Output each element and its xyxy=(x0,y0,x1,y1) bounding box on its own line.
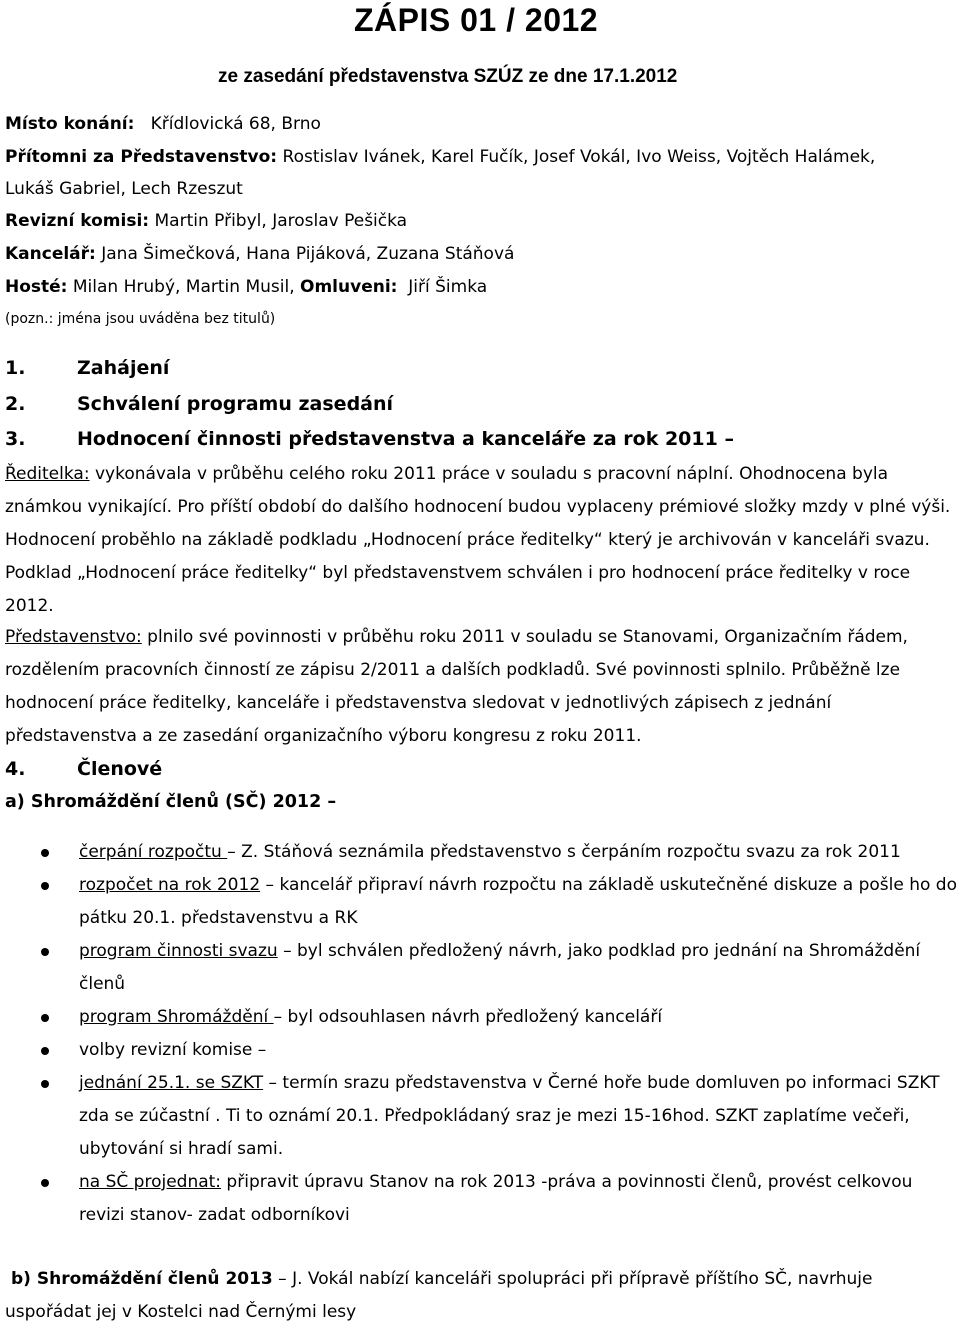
present-label: Přítomni za Představenstvo: xyxy=(5,147,278,167)
present-board xyxy=(5,147,875,167)
audit-label: Revizní komisi: xyxy=(5,211,150,231)
subsection-b-text: – J. Vokál nabízí kanceláři spolupráci při přípravě příštího SČ, navrhuje xyxy=(272,1269,873,1289)
excused-label: Omluveni: xyxy=(300,277,398,297)
document-title: ZÁPIS 01 / 2012 xyxy=(354,2,599,38)
office xyxy=(5,244,514,264)
office-value: Jana Šimečková, Hana Pijáková, Zuzana Stáňová xyxy=(101,244,515,264)
bullet-icon xyxy=(41,1179,49,1187)
office-label: Kancelář: xyxy=(5,244,96,264)
guests-value: Milan Hrubý, Martin Musil, xyxy=(72,277,295,297)
list-item: rozpočet na rok 2012 – kancelář připraví návrh rozpočtu na základě uskutečněné diskuze a pošle ho do pátku 20.1. představenstvu a RK xyxy=(0,869,959,935)
bullet-icon xyxy=(41,1014,49,1022)
bullet-icon xyxy=(41,1080,49,1088)
board-text: plnilo své povinnosti v průběhu roku 2011 v souladu se Stanovami, Organizačním řádem, rozdělením pracovních činností ze zápisu 2/2011 a dalších podkladů. Své povinnosti splnilo. Průběžně lze hodnocení práce ředitelky, kanceláře i představenstva sledovat v jednotlivých zápisech z jednání představenstva a ze zasedání organizačního výboru kongresu z roku 2011. xyxy=(5,627,908,746)
list-item: jednání 25.1. se SZKT – termín srazu představenstva v Černé hoře bude domluven po informaci SZKT zda se zúčastní . Ti to oznámí 20.1. Předpokládaný sraz je mezi 15-16hod. SZKT zaplatíme večeři, ubytování si hradí sami. xyxy=(0,1067,959,1166)
subsection-b xyxy=(11,1269,872,1289)
subsection-b-cont: uspořádat jej v Kostelci nad Černými lesy xyxy=(5,1302,357,1322)
members-bullet-list xyxy=(0,836,960,1232)
excused-value: Jiří Šimka xyxy=(408,277,488,297)
agenda-item-3: 3. Hodnocení činnosti představenstva a kanceláře za rok 2011 – xyxy=(5,428,734,450)
guests-label: Hosté: xyxy=(5,277,68,297)
guests xyxy=(5,277,487,297)
subsection-a-heading: a) Shromáždění členů (SČ) 2012 – xyxy=(5,792,337,812)
present-value: Rostislav Ivánek, Karel Fučík, Josef Vokál, Ivo Weiss, Vojtěch Halámek, xyxy=(282,147,876,167)
audit-value: Martin Přibyl, Jaroslav Pešička xyxy=(154,211,408,231)
place-label: Místo konání: xyxy=(5,114,135,134)
bullet-icon xyxy=(41,1047,49,1055)
present-board-cont: Lukáš Gabriel, Lech Rzeszut xyxy=(5,179,243,199)
audit-committee xyxy=(5,211,407,231)
director-label: Ředitelka: xyxy=(5,464,90,484)
bullet-icon xyxy=(41,849,49,857)
bullet-icon xyxy=(41,882,49,890)
document-subtitle: ze zasedání představenstva SZÚZ ze dne 17.1.2012 xyxy=(218,66,678,87)
list-item: program Shromáždění – byl odsouhlasen návrh předložený kanceláří xyxy=(0,1001,959,1034)
list-item: čerpání rozpočtu – Z. Stáňová seznámila představenstvo s čerpáním rozpočtu svazu za rok 2011 xyxy=(0,836,959,869)
director-text: vykonávala v průběhu celého roku 2011 práce v souladu s pracovní náplní. Ohodnocena byla známkou vynikající. Pro příští období do dalšího hodnocení budou vyplaceny prémiové složky mzdy v plné výši. Hodnocení proběhlo na základě podkladu „Hodnocení práce ředitelky“ který je archivován v kanceláři svazu. Podklad „Hodnocení práce ředitelky“ byl představenstvem schválen i pro hodnocení práce ředitelky v roce 2012. xyxy=(5,464,951,616)
section-4-heading: 4. Členové xyxy=(5,758,163,780)
agenda-item-2: 2. Schválení programu zasedání xyxy=(5,393,394,415)
director-evaluation xyxy=(5,458,960,623)
list-item: program činnosti svazu – byl schválen předložený návrh, jako podklad pro jednání na Shromáždění členů xyxy=(0,935,959,1001)
list-item: volby revizní komise – xyxy=(0,1034,959,1067)
agenda-item-1: 1. Zahájení xyxy=(5,357,170,379)
board-evaluation xyxy=(5,621,960,753)
bullet-icon xyxy=(41,948,49,956)
board-label: Představenstvo: xyxy=(5,627,142,647)
names-note: (pozn.: jména jsou uváděna bez titulů) xyxy=(5,311,276,327)
meeting-place xyxy=(5,114,321,134)
place-value: Křídlovická 68, Brno xyxy=(150,114,321,134)
list-item: na SČ projednat: připravit úpravu Stanov na rok 2013 -práva a povinnosti členů, provést celkovou revizi stanov- zadat odborníkovi xyxy=(0,1166,959,1232)
subsection-b-heading: b) Shromáždění členů 2013 xyxy=(11,1269,273,1289)
